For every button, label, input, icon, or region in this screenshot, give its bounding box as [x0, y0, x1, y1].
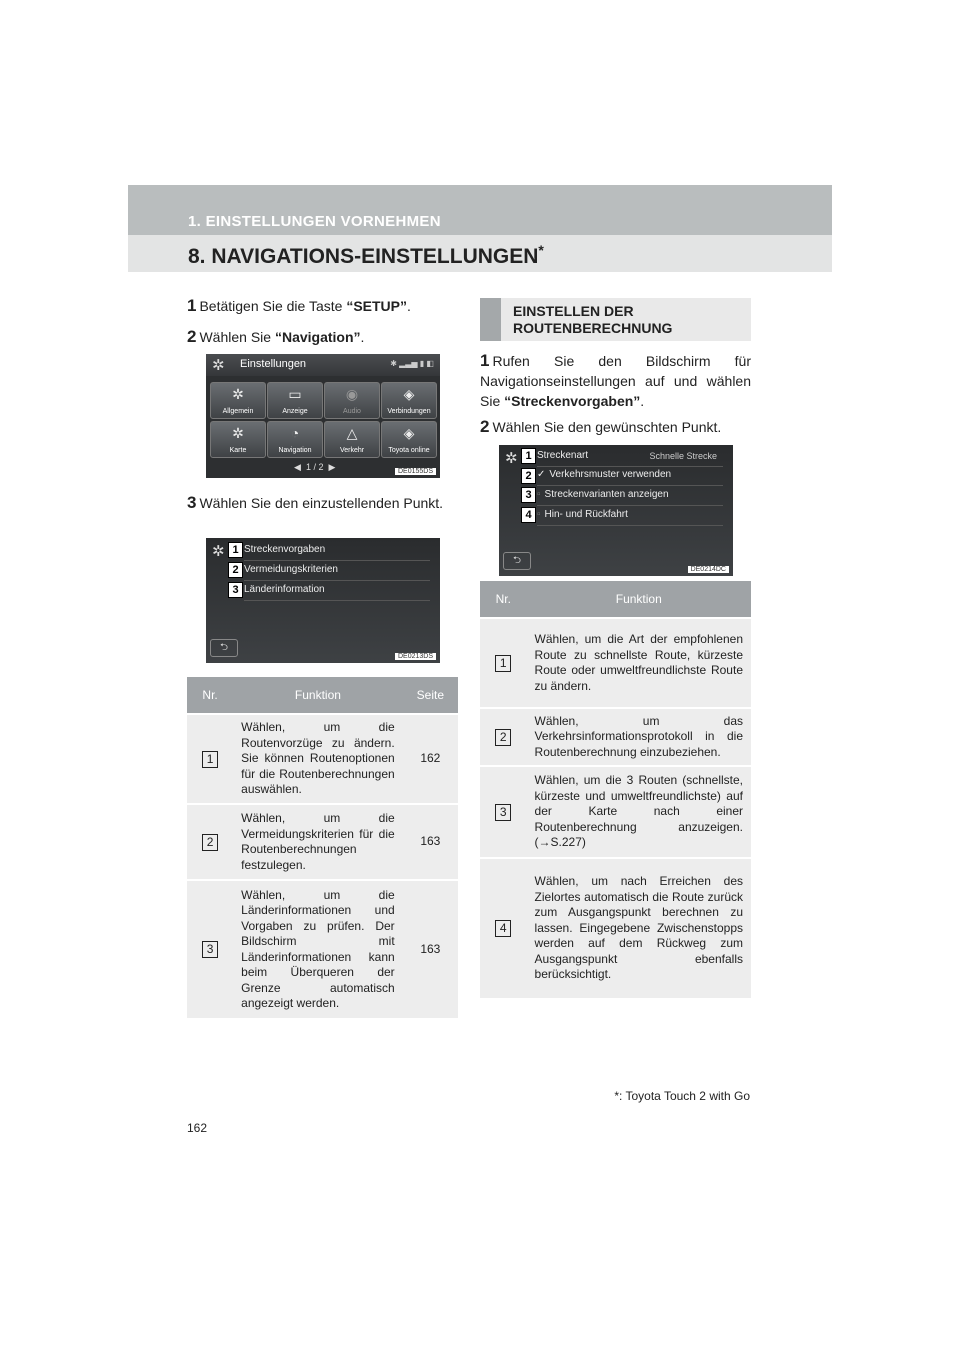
callout-badge: 2 — [521, 468, 536, 484]
tile-allgemein[interactable]: ✲ Allgemein — [210, 382, 266, 419]
gear-icon: ✲ — [212, 357, 225, 374]
tile-karte[interactable]: ✲ Karte — [210, 421, 266, 458]
section-header — [128, 185, 832, 235]
col-funktion: Funktion — [527, 581, 751, 618]
right-function-table — [480, 581, 751, 998]
table-row: 1 Wählen, um die Art der empfohlenen Route zu schnellste Route, kürzeste Route oder umweltfreundlichste Route zu ändern. — [480, 618, 751, 708]
settings-screenshot — [206, 354, 440, 478]
tile-navigation[interactable]: ◔ Navigation — [267, 421, 323, 458]
subsection-title: EINSTELLEN DER ROUTENBERECHNUNG — [513, 303, 673, 336]
subsection-box — [480, 298, 751, 341]
callout-badge: 1 — [521, 448, 536, 464]
table-row: 3 Wählen, um die Länderinformationen und Vorgaben zu prüfen. Der Bildschirm mit Länderinformationen kann beim Überqueren der Grenze automatisch angezeigt werden. 163 — [187, 880, 458, 1018]
right-step-1: 1 Rufen Sie den Bildschirm für Navigationseinstellungen auf und wählen Sie “Streckenvorgaben”. — [480, 351, 751, 409]
left-function-table — [187, 677, 458, 1018]
checkbox-icon: ▫ — [537, 489, 541, 500]
callout-badge: 2 — [228, 562, 243, 578]
menu-row-streckenvarianten[interactable]: ▫ Streckenvarianten anzeigen — [537, 485, 723, 506]
chapter-title: 8. NAVIGATIONS-EINSTELLUNGEN* — [188, 242, 544, 268]
chapter-header — [128, 235, 832, 272]
col-seite: Seite — [403, 677, 458, 714]
menu-row-verkehrsmuster[interactable]: ✓ Verkehrsmuster verwenden — [537, 465, 723, 486]
gear-icon: ✲ — [212, 543, 225, 560]
pager[interactable]: ◀ 1 / 2 ▶ — [294, 462, 336, 472]
route-type-screenshot — [499, 445, 733, 576]
right-step-2: 2 Wählen Sie den gewünschten Punkt. — [480, 417, 722, 436]
col-nr: Nr. — [187, 677, 233, 714]
callout-badge: 3 — [228, 582, 243, 598]
col-funktion: Funktion — [233, 677, 403, 714]
section-title: 1. EINSTELLUNGEN VORNEHMEN — [188, 213, 441, 230]
checkbox-icon: ▫ — [537, 509, 541, 520]
menu-row-laenderinformation[interactable]: Länderinformation — [244, 580, 430, 601]
table-row: 1 Wählen, um die Routenvorzüge zu ändern. Sie können Routenoptionen für die Routenberechnungen auswählen. 162 — [187, 714, 458, 804]
table-row: 2 Wählen, um das Verkehrsinformationsprotokoll in die Routenberechnung einzubeziehen. — [480, 708, 751, 766]
tile-audio[interactable]: ◉ Audio — [324, 382, 380, 419]
table-row: 2 Wählen, um die Vermeidungskriterien für die Routenberechnungen festzulegen. 163 — [187, 804, 458, 880]
gear-icon: ✲ — [505, 450, 518, 467]
menu-row-vermeidungskriterien[interactable]: Vermeidungskriterien — [244, 560, 430, 581]
check-icon: ✓ — [537, 469, 546, 480]
back-button[interactable]: ⮌ — [503, 552, 531, 570]
menu-row-streckenvorgaben[interactable]: Streckenvorgaben — [244, 540, 430, 561]
back-button[interactable]: ⮌ — [210, 639, 238, 657]
image-code: DE0155DS — [395, 468, 436, 475]
status-icons: ✱ ▂▃▅ ▮ ◧ — [390, 359, 434, 368]
callout-badge: 4 — [521, 507, 536, 523]
footnote: *: Toyota Touch 2 with Go — [614, 1089, 750, 1103]
image-code: DE0214DC — [688, 566, 729, 573]
page-number: 162 — [187, 1121, 208, 1135]
screen-title: Einstellungen — [240, 358, 307, 370]
callout-badge: 1 — [228, 542, 243, 558]
tile-anzeige[interactable]: ▭ Anzeige — [267, 382, 323, 419]
tile-verkehr[interactable]: △ Verkehr — [324, 421, 380, 458]
table-row: 3 Wählen, um die 3 Routen (schnellste, kürzeste und umweltfreundlichste) auf der Karte nach einer Routenberechnung anzuzeigen. (→S.227) — [480, 766, 751, 858]
menu-row-hin-und-rueckfahrt[interactable]: ▫ Hin- und Rückfahrt — [537, 505, 723, 526]
left-step-3: 3 Wählen Sie den einzustellenden Punkt. — [187, 493, 444, 512]
image-code: DE0213DS — [395, 653, 436, 660]
tile-verbindungen[interactable]: ◈ Verbindungen — [381, 382, 437, 419]
tile-toyota-online[interactable]: ◈ Toyota online — [381, 421, 437, 458]
callout-badge: 3 — [521, 487, 536, 503]
left-step-2: 2 Wählen Sie “Navigation”. — [187, 327, 365, 346]
route-settings-screenshot — [206, 538, 440, 663]
menu-row-streckenart[interactable]: Streckenart Schnelle Strecke — [537, 446, 723, 467]
table-row: 4 Wählen, um nach Erreichen des Zielortes automatisch die Route zurück zum Ausgangspunkt berechnen zu lassen. Eingegebene Zwischenstopps werden auf dem Rückweg zum Ausgangspunkt ebenfalls berücksichtigt. — [480, 858, 751, 998]
col-nr: Nr. — [480, 581, 527, 618]
left-step-1: 1 Betätigen Sie die Taste “SETUP”. — [187, 296, 411, 315]
